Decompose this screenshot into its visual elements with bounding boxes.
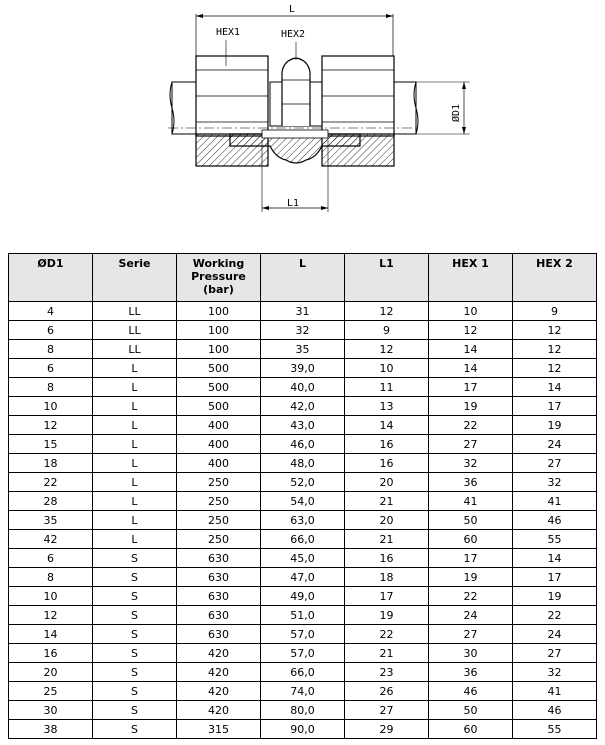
cell-working-pressure: 630 [177, 549, 261, 568]
cell-working-pressure: 630 [177, 606, 261, 625]
cell-hex1: 36 [429, 473, 513, 492]
cell-hex2: 32 [513, 473, 597, 492]
header-d1: ØD1 [9, 254, 93, 302]
cell-hex2: 9 [513, 302, 597, 321]
cell-hex2: 27 [513, 454, 597, 473]
cell-hex2: 24 [513, 435, 597, 454]
cell-l: 66,0 [261, 530, 345, 549]
cell-hex1: 46 [429, 682, 513, 701]
cell-hex1: 22 [429, 587, 513, 606]
cell-l1: 21 [345, 530, 429, 549]
cell-working-pressure: 500 [177, 397, 261, 416]
cell-working-pressure: 250 [177, 473, 261, 492]
cell-l: 48,0 [261, 454, 345, 473]
cell-d1: 16 [9, 644, 93, 663]
table-row [9, 416, 597, 435]
cell-d1: 4 [9, 302, 93, 321]
cell-l1: 21 [345, 492, 429, 511]
cell-working-pressure: 100 [177, 302, 261, 321]
table-row [9, 321, 597, 340]
table-row [9, 682, 597, 701]
cell-hex2: 17 [513, 397, 597, 416]
cell-d1: 6 [9, 359, 93, 378]
cell-l1: 29 [345, 720, 429, 739]
cell-hex1: 30 [429, 644, 513, 663]
cell-l: 35 [261, 340, 345, 359]
cell-hex1: 50 [429, 701, 513, 720]
cell-serie: L [93, 416, 177, 435]
dimension-d1 [416, 82, 470, 134]
cell-working-pressure: 400 [177, 416, 261, 435]
cell-hex2: 55 [513, 530, 597, 549]
cell-d1: 8 [9, 340, 93, 359]
header-hex2: HEX 2 [513, 254, 597, 302]
table-row [9, 378, 597, 397]
table-row [9, 397, 597, 416]
table-row [9, 511, 597, 530]
table-row [9, 454, 597, 473]
cell-d1: 8 [9, 568, 93, 587]
table-row [9, 625, 597, 644]
cell-working-pressure: 250 [177, 530, 261, 549]
cell-hex1: 32 [429, 454, 513, 473]
cell-l1: 18 [345, 568, 429, 587]
header-l: L [261, 254, 345, 302]
cell-d1: 6 [9, 321, 93, 340]
header-l1: L1 [345, 254, 429, 302]
cell-l1: 12 [345, 302, 429, 321]
cell-serie: S [93, 587, 177, 606]
cell-hex1: 14 [429, 340, 513, 359]
cell-serie: L [93, 530, 177, 549]
nut-left [196, 56, 268, 136]
cell-hex2: 12 [513, 321, 597, 340]
table-row [9, 473, 597, 492]
cell-l1: 19 [345, 606, 429, 625]
cell-serie: S [93, 549, 177, 568]
cell-serie: LL [93, 321, 177, 340]
cell-l1: 14 [345, 416, 429, 435]
table-row [9, 701, 597, 720]
cell-l: 57,0 [261, 625, 345, 644]
cell-serie: L [93, 492, 177, 511]
label-d1: ØD1 [451, 103, 462, 122]
cell-hex1: 50 [429, 511, 513, 530]
cell-hex2: 46 [513, 701, 597, 720]
cell-l1: 11 [345, 378, 429, 397]
cell-hex1: 10 [429, 302, 513, 321]
cell-hex2: 46 [513, 511, 597, 530]
cell-hex2: 12 [513, 340, 597, 359]
table-body [9, 302, 597, 739]
cell-hex2: 32 [513, 663, 597, 682]
cell-working-pressure: 630 [177, 625, 261, 644]
cell-l1: 23 [345, 663, 429, 682]
cell-l1: 21 [345, 644, 429, 663]
cell-working-pressure: 250 [177, 492, 261, 511]
cell-l1: 12 [345, 340, 429, 359]
label-hex2: HEX2 [281, 29, 306, 40]
cell-l: 57,0 [261, 644, 345, 663]
cell-working-pressure: 100 [177, 340, 261, 359]
cell-l: 31 [261, 302, 345, 321]
cell-serie: S [93, 682, 177, 701]
cell-hex1: 36 [429, 663, 513, 682]
cell-serie: L [93, 454, 177, 473]
cell-working-pressure: 400 [177, 435, 261, 454]
cell-d1: 14 [9, 625, 93, 644]
cell-d1: 42 [9, 530, 93, 549]
cell-d1: 18 [9, 454, 93, 473]
cell-l1: 20 [345, 511, 429, 530]
cell-l1: 22 [345, 625, 429, 644]
header-working-pressure: Working Pressure (bar) [177, 254, 261, 302]
cell-serie: S [93, 663, 177, 682]
cell-hex2: 24 [513, 625, 597, 644]
cell-l1: 17 [345, 587, 429, 606]
cell-hex2: 12 [513, 359, 597, 378]
cell-l: 43,0 [261, 416, 345, 435]
cell-serie: LL [93, 302, 177, 321]
cell-l: 45,0 [261, 549, 345, 568]
cell-serie: LL [93, 340, 177, 359]
cell-hex1: 60 [429, 720, 513, 739]
cell-l: 40,0 [261, 378, 345, 397]
cell-d1: 38 [9, 720, 93, 739]
cell-hex1: 19 [429, 397, 513, 416]
cell-serie: S [93, 625, 177, 644]
nut-right [322, 56, 394, 136]
cell-hex2: 41 [513, 492, 597, 511]
cell-d1: 12 [9, 606, 93, 625]
cell-d1: 30 [9, 701, 93, 720]
cell-l: 49,0 [261, 587, 345, 606]
label-hex1: HEX1 [216, 27, 241, 38]
cell-l1: 16 [345, 435, 429, 454]
cell-working-pressure: 250 [177, 511, 261, 530]
table-row [9, 302, 597, 321]
table-row [9, 587, 597, 606]
cell-working-pressure: 100 [177, 321, 261, 340]
cell-hex2: 14 [513, 378, 597, 397]
cell-serie: L [93, 359, 177, 378]
table-row [9, 549, 597, 568]
cell-hex2: 22 [513, 606, 597, 625]
cell-working-pressure: 420 [177, 682, 261, 701]
cell-serie: S [93, 644, 177, 663]
label-l1: L1 [287, 198, 300, 209]
cell-l1: 10 [345, 359, 429, 378]
cell-working-pressure: 420 [177, 644, 261, 663]
cell-d1: 8 [9, 378, 93, 397]
cell-l1: 13 [345, 397, 429, 416]
cell-d1: 25 [9, 682, 93, 701]
cell-hex1: 14 [429, 359, 513, 378]
cell-working-pressure: 630 [177, 568, 261, 587]
cell-l1: 16 [345, 549, 429, 568]
cell-d1: 22 [9, 473, 93, 492]
cell-serie: S [93, 720, 177, 739]
cell-l: 66,0 [261, 663, 345, 682]
cell-working-pressure: 500 [177, 359, 261, 378]
section-view [196, 130, 394, 166]
table-row [9, 663, 597, 682]
header-serie: Serie [93, 254, 177, 302]
cell-d1: 15 [9, 435, 93, 454]
cell-serie: L [93, 511, 177, 530]
cell-l: 42,0 [261, 397, 345, 416]
cell-d1: 10 [9, 587, 93, 606]
cell-l: 52,0 [261, 473, 345, 492]
cell-working-pressure: 420 [177, 663, 261, 682]
cell-hex2: 14 [513, 549, 597, 568]
cell-l: 32 [261, 321, 345, 340]
cell-l1: 27 [345, 701, 429, 720]
cell-serie: L [93, 397, 177, 416]
table-row [9, 359, 597, 378]
cell-l1: 20 [345, 473, 429, 492]
cell-hex2: 41 [513, 682, 597, 701]
table-row [9, 530, 597, 549]
cell-serie: S [93, 606, 177, 625]
cell-d1: 10 [9, 397, 93, 416]
cell-l: 51,0 [261, 606, 345, 625]
cell-hex2: 27 [513, 644, 597, 663]
cell-l1: 9 [345, 321, 429, 340]
cell-l1: 26 [345, 682, 429, 701]
cell-hex1: 22 [429, 416, 513, 435]
body-center [270, 58, 322, 126]
label-l: L [289, 4, 296, 15]
cell-hex1: 19 [429, 568, 513, 587]
cell-l: 39,0 [261, 359, 345, 378]
cell-l: 54,0 [261, 492, 345, 511]
cell-hex1: 27 [429, 625, 513, 644]
cell-d1: 35 [9, 511, 93, 530]
cell-serie: S [93, 568, 177, 587]
table-row [9, 644, 597, 663]
cell-hex1: 41 [429, 492, 513, 511]
cell-d1: 28 [9, 492, 93, 511]
table-row [9, 720, 597, 739]
cell-hex1: 24 [429, 606, 513, 625]
cell-hex2: 17 [513, 568, 597, 587]
cell-hex2: 19 [513, 416, 597, 435]
cell-hex2: 55 [513, 720, 597, 739]
cell-l: 90,0 [261, 720, 345, 739]
cell-working-pressure: 315 [177, 720, 261, 739]
cell-serie: L [93, 378, 177, 397]
cell-serie: L [93, 435, 177, 454]
specification-table [8, 253, 597, 739]
cell-hex1: 17 [429, 549, 513, 568]
table-row [9, 492, 597, 511]
cell-d1: 6 [9, 549, 93, 568]
cell-serie: S [93, 701, 177, 720]
table-row [9, 340, 597, 359]
cell-hex1: 27 [429, 435, 513, 454]
cell-d1: 12 [9, 416, 93, 435]
cell-working-pressure: 400 [177, 454, 261, 473]
cell-working-pressure: 500 [177, 378, 261, 397]
cell-working-pressure: 630 [177, 587, 261, 606]
cell-hex1: 60 [429, 530, 513, 549]
cell-hex1: 12 [429, 321, 513, 340]
table-row [9, 435, 597, 454]
cell-l1: 16 [345, 454, 429, 473]
cell-l: 46,0 [261, 435, 345, 454]
header-hex1: HEX 1 [429, 254, 513, 302]
cell-l: 63,0 [261, 511, 345, 530]
cell-hex1: 17 [429, 378, 513, 397]
cell-l: 80,0 [261, 701, 345, 720]
cell-serie: L [93, 473, 177, 492]
table-row [9, 606, 597, 625]
fitting-technical-drawing [0, 0, 605, 245]
table-row [9, 568, 597, 587]
cell-l: 74,0 [261, 682, 345, 701]
table-header-row [9, 254, 597, 302]
cell-l: 47,0 [261, 568, 345, 587]
cell-d1: 20 [9, 663, 93, 682]
cell-hex2: 19 [513, 587, 597, 606]
cell-working-pressure: 420 [177, 701, 261, 720]
